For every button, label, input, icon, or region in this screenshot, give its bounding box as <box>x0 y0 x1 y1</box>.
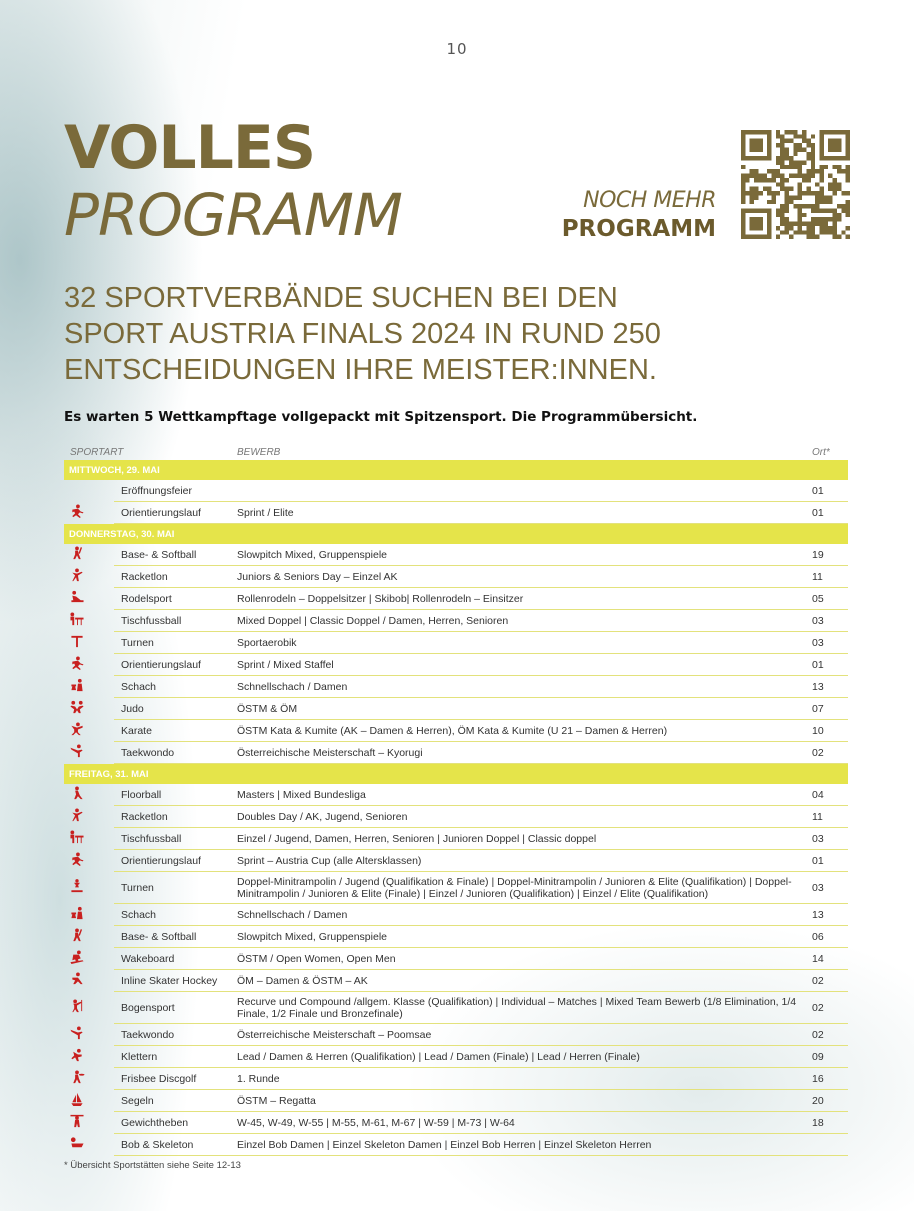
bewerb-text: Sprint – Austria Cup (alle Altersklassen) <box>231 850 812 872</box>
bewerb-text: Juniors & Seniors Day – Einzel AK <box>231 566 812 588</box>
bewerb-text: Einzel / Jugend, Damen, Herren, Senioren | Junioren Doppel | Classic doppel <box>231 828 812 850</box>
sport-name: Segeln <box>114 1090 231 1112</box>
table-row <box>64 1068 848 1090</box>
ort-number: 06 <box>812 926 848 948</box>
ort-number: 19 <box>812 544 848 566</box>
table-row <box>64 698 848 720</box>
baseball-icon <box>69 928 85 942</box>
sport-name: Tischfussball <box>114 610 231 632</box>
chess-icon <box>69 678 85 692</box>
table-row <box>64 544 848 566</box>
sport-name: Bogensport <box>114 992 231 1024</box>
weightlifting-icon <box>69 1114 85 1128</box>
ort-number: 20 <box>812 1090 848 1112</box>
table-row <box>64 588 848 610</box>
floorball-icon <box>69 786 85 800</box>
page-number: 10 <box>446 40 468 58</box>
table-row <box>64 1134 848 1156</box>
sport-name: Judo <box>114 698 231 720</box>
bewerb-text: Österreichische Meisterschaft – Poomsae <box>231 1024 812 1046</box>
inline-hockey-icon <box>69 972 85 986</box>
table-football-icon <box>69 612 85 626</box>
table-row <box>64 970 848 992</box>
day-header: DONNERSTAG, 30. MAI <box>64 524 848 545</box>
bobsleigh-icon <box>69 1136 85 1150</box>
table-row <box>64 1024 848 1046</box>
ort-number: 18 <box>812 1112 848 1134</box>
more-program-label-bold: PROGRAMM <box>561 216 716 242</box>
sport-name: Eröffnungsfeier <box>114 480 231 502</box>
sport-name: Schach <box>114 676 231 698</box>
table-row <box>64 676 848 698</box>
ort-number: 13 <box>812 676 848 698</box>
sport-name: Orientierungslauf <box>114 654 231 676</box>
table-row <box>64 828 848 850</box>
sport-name: Turnen <box>114 632 231 654</box>
sport-name: Taekwondo <box>114 742 231 764</box>
sport-name: Inline Skater Hockey <box>114 970 231 992</box>
bewerb-text: ÖSTM & ÖM <box>231 698 812 720</box>
ort-number: 13 <box>812 904 848 926</box>
ort-number: 02 <box>812 992 848 1024</box>
judo-icon <box>69 700 85 714</box>
table-row <box>64 1046 848 1068</box>
bewerb-text: Schnellschach / Damen <box>231 676 812 698</box>
sport-name: Turnen <box>114 872 231 904</box>
ort-number: 11 <box>812 806 848 828</box>
ort-number: 14 <box>812 948 848 970</box>
table-row <box>64 872 848 904</box>
sport-name: Base- & Softball <box>114 544 231 566</box>
bewerb-text: Sprint / Elite <box>231 502 812 524</box>
bewerb-text: Slowpitch Mixed, Gruppenspiele <box>231 544 812 566</box>
header-bewerb: BEWERB <box>237 446 281 458</box>
ort-number: 03 <box>812 828 848 850</box>
bewerb-text: Doppel-Minitrampolin / Jugend (Qualifikation & Finale) | Doppel-Minitrampolin / Junioren & Elite (Qualifikation) | Doppel-Minitrampolin / Junioren & Elite (Finale) | Einzel / Junioren (Qualifikation) | Einzel / Elite (Qualifikation) <box>231 872 812 904</box>
bewerb-text: Rollenrodeln – Doppelsitzer | Skibob| Rollenrodeln – Einsitzer <box>231 588 812 610</box>
table-row <box>64 502 848 524</box>
sport-name: Rodelsport <box>114 588 231 610</box>
table-row <box>64 992 848 1024</box>
page-title-line2: PROGRAMM <box>64 181 402 249</box>
sport-name: Karate <box>114 720 231 742</box>
ort-number: 11 <box>812 566 848 588</box>
ort-number: 10 <box>812 720 848 742</box>
bewerb-text: W-45, W-49, W-55 | M-55, M-61, M-67 | W-59 | M-73 | W-64 <box>231 1112 812 1134</box>
bewerb-text: ÖSTM – Regatta <box>231 1090 812 1112</box>
sport-name: Tischfussball <box>114 828 231 850</box>
orienteering-icon <box>69 504 85 518</box>
racketlon-icon <box>69 808 85 822</box>
sport-name: Racketlon <box>114 806 231 828</box>
bewerb-text: Sprint / Mixed Staffel <box>231 654 812 676</box>
sport-name: Wakeboard <box>114 948 231 970</box>
ort-number: 02 <box>812 1024 848 1046</box>
ort-number: 16 <box>812 1068 848 1090</box>
sport-name: Schach <box>114 904 231 926</box>
sport-name: Base- & Softball <box>114 926 231 948</box>
header-sport: SPORTART <box>70 446 124 458</box>
bewerb-text: Sportaerobik <box>231 632 812 654</box>
bewerb-text: ÖSTM Kata & Kumite (AK – Damen & Herren), ÖM Kata & Kumite (U 21 – Damen & Herren) <box>231 720 812 742</box>
ort-number: 03 <box>812 610 848 632</box>
day-header: MITTWOCH, 29. MAI <box>64 460 848 480</box>
gymnastics-icon <box>69 634 85 648</box>
bewerb-text: ÖSTM / Open Women, Open Men <box>231 948 812 970</box>
program-table <box>64 444 848 1156</box>
ort-number: 04 <box>812 784 848 806</box>
sport-name: Gewichtheben <box>114 1112 231 1134</box>
bewerb-text: Slowpitch Mixed, Gruppenspiele <box>231 926 812 948</box>
karate-icon <box>69 722 85 736</box>
orienteering-icon <box>69 852 85 866</box>
chess-icon <box>69 906 85 920</box>
sport-name: Orientierungslauf <box>114 502 231 524</box>
orienteering-icon <box>69 656 85 670</box>
day-header: FREITAG, 31. MAI <box>64 764 848 785</box>
sport-name: Frisbee Discgolf <box>114 1068 231 1090</box>
table-row <box>64 784 848 806</box>
bewerb-text: Lead / Damen & Herren (Qualifikation) | Lead / Damen (Finale) | Lead / Herren (Finale) <box>231 1046 812 1068</box>
ort-number: 03 <box>812 632 848 654</box>
bewerb-text: Mixed Doppel | Classic Doppel / Damen, Herren, Senioren <box>231 610 812 632</box>
table-row <box>64 806 848 828</box>
ort-number: 01 <box>812 654 848 676</box>
racketlon-icon <box>69 568 85 582</box>
qr-code-icon[interactable] <box>741 130 850 239</box>
table-row <box>64 742 848 764</box>
ort-number: 01 <box>812 480 848 502</box>
ort-number <box>812 1134 848 1156</box>
footnote: * Übersicht Sportstätten siehe Seite 12-13 <box>64 1160 241 1171</box>
ort-number: 09 <box>812 1046 848 1068</box>
sailing-icon <box>69 1092 85 1106</box>
bewerb-text: Doubles Day / AK, Jugend, Senioren <box>231 806 812 828</box>
climbing-icon <box>69 1048 85 1062</box>
luge-icon <box>69 590 85 604</box>
more-program-label: NOCH MEHR <box>583 188 716 213</box>
trampoline-icon <box>69 879 85 893</box>
ort-number: 02 <box>812 742 848 764</box>
discgolf-icon <box>69 1070 85 1084</box>
ort-number: 05 <box>812 588 848 610</box>
ort-number: 01 <box>812 850 848 872</box>
subtitle: 32 SPORTVERBÄNDE SUCHEN BEI DEN SPORT AUSTRIA FINALS 2024 IN RUND 250 ENTSCHEIDUNGEN IHRE MEISTER:INNEN. <box>64 282 661 386</box>
archery-icon <box>69 999 85 1013</box>
bewerb-text: Österreichische Meisterschaft – Kyorugi <box>231 742 812 764</box>
table-row <box>64 632 848 654</box>
table-row <box>64 926 848 948</box>
intro-text: Es warten 5 Wettkampftage vollgepackt mit Spitzensport. Die Programmübersicht. <box>64 409 698 425</box>
wakeboard-icon <box>69 950 85 964</box>
sport-name: Floorball <box>114 784 231 806</box>
table-row <box>64 904 848 926</box>
table-row <box>64 948 848 970</box>
sport-name: Bob & Skeleton <box>114 1134 231 1156</box>
bewerb-text: ÖM – Damen & ÖSTM – AK <box>231 970 812 992</box>
page-title-line1: VOLLES <box>64 113 316 183</box>
bewerb-text: Masters | Mixed Bundesliga <box>231 784 812 806</box>
ort-number: 01 <box>812 502 848 524</box>
sport-name: Racketlon <box>114 566 231 588</box>
bewerb-text <box>231 480 812 502</box>
ort-number: 02 <box>812 970 848 992</box>
table-football-icon <box>69 830 85 844</box>
table-row <box>64 1112 848 1134</box>
table-row <box>64 654 848 676</box>
header-ort: Ort* <box>812 446 830 458</box>
taekwondo-icon <box>69 744 85 758</box>
table-row <box>64 480 848 502</box>
ort-number: 03 <box>812 872 848 904</box>
table-row <box>64 1090 848 1112</box>
bewerb-text: 1. Runde <box>231 1068 812 1090</box>
table-row <box>64 850 848 872</box>
sport-name: Klettern <box>114 1046 231 1068</box>
table-row <box>64 610 848 632</box>
bewerb-text: Einzel Bob Damen | Einzel Skeleton Damen | Einzel Bob Herren | Einzel Skeleton Herren <box>231 1134 812 1156</box>
sport-name: Taekwondo <box>114 1024 231 1046</box>
bewerb-text: Schnellschach / Damen <box>231 904 812 926</box>
table-row <box>64 720 848 742</box>
sport-name: Orientierungslauf <box>114 850 231 872</box>
table-row <box>64 566 848 588</box>
baseball-icon <box>69 546 85 560</box>
ort-number: 07 <box>812 698 848 720</box>
taekwondo-icon <box>69 1026 85 1040</box>
bewerb-text: Recurve und Compound /allgem. Klasse (Qualifikation) | Individual – Matches | Mixed Team Bewerb (1/8 Elimination, 1/4 Finale, 1/2 Finale und Bronzefinale) <box>231 992 812 1024</box>
